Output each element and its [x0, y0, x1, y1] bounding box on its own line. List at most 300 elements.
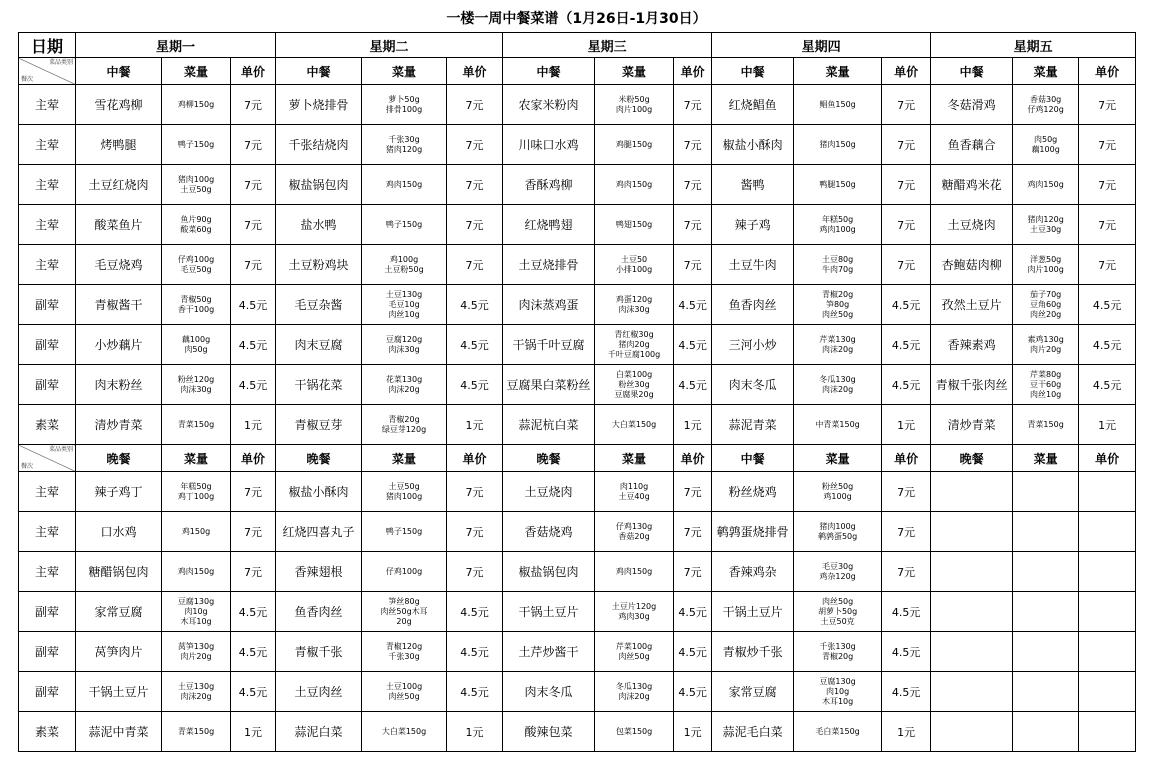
ingredient-cell — [595, 405, 674, 445]
ingredient-line: 土豆50 — [620, 254, 648, 264]
price-cell: 4.5元 — [231, 285, 276, 325]
dish-name: 杏鲍菇肉柳 — [931, 245, 1013, 285]
price-cell — [1079, 672, 1136, 712]
meal-label: 中餐 — [503, 58, 595, 85]
ingredient-line: 土豆粉50g — [384, 264, 424, 274]
ingredient-line: 小排100g — [615, 264, 653, 274]
price-cell: 4.5元 — [674, 285, 712, 325]
dish-name: 农家米粉肉 — [503, 85, 595, 125]
ingredient-cell — [162, 712, 231, 752]
category-cell: 副荤 — [19, 632, 76, 672]
category-cell: 主荤 — [19, 552, 76, 592]
ingredient-cell — [162, 245, 231, 285]
ingredient-line: 香菇20g — [618, 531, 650, 541]
price-cell: 7元 — [674, 85, 712, 125]
ingredient-line: 鸡柳150g — [177, 99, 215, 109]
price-cell: 1元 — [882, 712, 931, 752]
ingredient-cell — [794, 125, 882, 165]
ingredient-line: 青椒120g — [385, 641, 423, 651]
ingredient-cell — [162, 165, 231, 205]
ingredient-line: 鸡丁100g — [177, 491, 215, 501]
ingredient-line: 青椒50g — [180, 294, 212, 304]
dish-name: 辣子鸡 — [712, 205, 794, 245]
dish-name: 酱鸭 — [712, 165, 794, 205]
ingredient-line: 素鸡130g — [1027, 334, 1064, 344]
price-cell: 7元 — [674, 512, 712, 552]
ingredient-line: 青椒20g — [821, 289, 854, 299]
ingredient-line: 肉丝10g — [388, 309, 420, 319]
ingredient-cell — [1013, 325, 1079, 365]
ingredient-cell — [362, 712, 447, 752]
ingredient-cell — [162, 125, 231, 165]
ingredient-line: 鲳鱼150g — [819, 99, 856, 109]
ingredient-line: 香干100g — [177, 304, 215, 314]
price-cell: 4.5元 — [882, 592, 931, 632]
dish-name: 肉末冬瓜 — [712, 365, 794, 405]
price-cell: 7元 — [674, 245, 712, 285]
price-cell: 7元 — [882, 512, 931, 552]
dish-name: 土豆红烧肉 — [76, 165, 162, 205]
ingredient-line: 藕100g — [181, 334, 211, 344]
price-col-header: 单价 — [231, 58, 276, 85]
ingredient-cell — [595, 85, 674, 125]
dish-name: 鱼香藕合 — [931, 125, 1013, 165]
dish-name: 萝卜烧排骨 — [276, 85, 362, 125]
day-header: 星期二 — [276, 33, 503, 58]
ingredient-line: 肉丝20g — [1029, 309, 1062, 319]
price-cell: 7元 — [231, 512, 276, 552]
price-cell — [1079, 552, 1136, 592]
corner-category-label: 菜品类别 — [48, 446, 73, 453]
meal-label: 中餐 — [931, 58, 1013, 85]
ingredient-line: 年糕50g — [821, 214, 854, 224]
category-cell: 主荤 — [19, 512, 76, 552]
dish-name: 孜然土豆片 — [931, 285, 1013, 325]
date-header: 日期 — [19, 33, 76, 58]
price-cell: 4.5元 — [674, 632, 712, 672]
ingredient-cell — [1013, 365, 1079, 405]
table-row — [19, 165, 1136, 205]
price-cell: 7元 — [447, 125, 503, 165]
ingredient-cell — [595, 552, 674, 592]
dish-name: 青椒酱干 — [76, 285, 162, 325]
dish-name: 土豆烧肉 — [503, 472, 595, 512]
ingredient-cell — [362, 405, 447, 445]
ingredient-line: 肉50g — [184, 344, 208, 354]
dish-name: 青椒千张 — [276, 632, 362, 672]
dish-name: 香酥鸡柳 — [503, 165, 595, 205]
ingredient-cell — [362, 632, 447, 672]
ingredient-line: 毛豆50g — [180, 264, 212, 274]
ingredient-cell — [1013, 512, 1079, 552]
ingredient-line: 肉片100g — [1027, 264, 1064, 274]
dish-name: 鹌鹑蛋烧排骨 — [712, 512, 794, 552]
day-header: 星期五 — [931, 33, 1136, 58]
ingredient-line: 粉丝30g — [618, 379, 650, 389]
meal-label: 晚餐 — [931, 445, 1013, 472]
dish-name: 青椒炒千张 — [712, 632, 794, 672]
ingredient-line: 肉110g — [619, 481, 649, 491]
category-cell: 主荤 — [19, 125, 76, 165]
ingredient-line: 土豆50克 — [820, 616, 855, 626]
ingredient-cell — [794, 632, 882, 672]
ingredient-line: 豆腐130g — [177, 596, 215, 606]
ingredient-cell — [595, 245, 674, 285]
dish-name: 红烧鲳鱼 — [712, 85, 794, 125]
ingredient-line: 藕100g — [1031, 144, 1060, 154]
ingredient-line: 冬瓜130g — [819, 374, 856, 384]
table-row — [19, 672, 1136, 712]
ingredient-line: 猪肉100g — [385, 491, 423, 501]
price-cell: 7元 — [231, 165, 276, 205]
price-cell: 7元 — [882, 472, 931, 512]
ingredient-cell — [595, 592, 674, 632]
ingredient-line: 粉丝120g — [177, 374, 215, 384]
ingredient-line: 青椒20g — [821, 651, 854, 661]
ingredient-cell — [595, 512, 674, 552]
dish-col-header: 菜量 — [794, 58, 882, 85]
dish-name: 青椒千张肉丝 — [931, 365, 1013, 405]
table-row — [19, 245, 1136, 285]
ingredient-cell — [162, 365, 231, 405]
ingredient-line: 肉丝10g — [1029, 389, 1062, 399]
price-cell: 7元 — [447, 165, 503, 205]
price-cell: 4.5元 — [1079, 365, 1136, 405]
ingredient-cell — [794, 365, 882, 405]
ingredient-cell — [162, 85, 231, 125]
ingredient-cell — [162, 672, 231, 712]
price-cell: 1元 — [674, 712, 712, 752]
price-cell: 7元 — [447, 85, 503, 125]
price-cell: 1元 — [231, 712, 276, 752]
ingredient-cell — [1013, 125, 1079, 165]
dish-name: 红烧鸭翅 — [503, 205, 595, 245]
ingredient-line: 鸡肉150g — [615, 179, 653, 189]
dish-name — [931, 552, 1013, 592]
ingredient-line: 千张130g — [819, 641, 856, 651]
ingredient-line: 米粉50g — [618, 94, 650, 104]
ingredient-cell — [362, 365, 447, 405]
ingredient-line: 青菜150g — [1027, 419, 1064, 429]
corner-category-label: 菜品类别 — [48, 59, 73, 66]
ingredient-cell — [794, 205, 882, 245]
dish-name: 蒜泥中青菜 — [76, 712, 162, 752]
ingredient-cell — [595, 712, 674, 752]
ingredient-cell — [794, 325, 882, 365]
ingredient-line: 肉丝50g木耳 — [380, 606, 428, 616]
ingredient-line: 仔鸡100g — [177, 254, 215, 264]
ingredient-cell — [794, 472, 882, 512]
price-cell: 7元 — [882, 205, 931, 245]
dish-name: 清炒青菜 — [76, 405, 162, 445]
ingredient-line: 土豆50g — [180, 184, 212, 194]
ingredient-cell — [162, 592, 231, 632]
corner-meal-label: 餐次 — [21, 463, 34, 470]
price-cell: 1元 — [447, 712, 503, 752]
corner-cell — [19, 445, 76, 472]
dish-col-header: 菜量 — [595, 58, 674, 85]
price-cell: 7元 — [882, 85, 931, 125]
ingredient-line: 千张30g — [388, 134, 420, 144]
dish-name: 蒜泥杭白菜 — [503, 405, 595, 445]
dish-name — [931, 712, 1013, 752]
ingredient-line: 鸡蛋120g — [615, 294, 653, 304]
ingredient-cell — [595, 632, 674, 672]
ingredient-line: 猪肉120g — [385, 144, 423, 154]
price-cell: 1元 — [882, 405, 931, 445]
category-cell: 素菜 — [19, 405, 76, 445]
ingredient-line: 千张30g — [388, 651, 420, 661]
dish-name: 小炒藕片 — [76, 325, 162, 365]
ingredient-line: 鸡150g — [181, 526, 211, 536]
ingredient-cell — [1013, 285, 1079, 325]
dish-name: 三河小炒 — [712, 325, 794, 365]
ingredient-line: 肉片100g — [615, 104, 653, 114]
ingredient-cell — [362, 205, 447, 245]
ingredient-cell — [162, 205, 231, 245]
dish-col-header: 菜量 — [362, 58, 447, 85]
day-header: 星期四 — [712, 33, 931, 58]
ingredient-line: 土豆130g — [385, 289, 423, 299]
ingredient-line: 鸡100g — [389, 254, 419, 264]
ingredient-cell — [1013, 552, 1079, 592]
ingredient-cell — [595, 325, 674, 365]
ingredient-line: 豆腐果20g — [614, 389, 654, 399]
dish-name: 粉丝烧鸡 — [712, 472, 794, 512]
price-col-header: 单价 — [447, 445, 503, 472]
ingredient-line: 猪肉20g — [618, 339, 650, 349]
price-cell: 7元 — [882, 125, 931, 165]
ingredient-cell — [1013, 85, 1079, 125]
ingredient-line: 肉10g — [825, 686, 850, 696]
ingredient-line: 白菜100g — [615, 369, 653, 379]
dish-name — [931, 592, 1013, 632]
price-cell: 7元 — [447, 472, 503, 512]
dish-name: 鱼香肉丝 — [276, 592, 362, 632]
ingredient-line: 肉丝50g — [821, 309, 854, 319]
table-row — [19, 552, 1136, 592]
dish-name: 毛豆杂酱 — [276, 285, 362, 325]
ingredient-line: 牛肉70g — [821, 264, 854, 274]
ingredient-cell — [595, 472, 674, 512]
price-cell: 1元 — [1079, 405, 1136, 445]
ingredient-line: 肉片20g — [1029, 344, 1062, 354]
price-cell: 4.5元 — [882, 672, 931, 712]
page-title: 一楼一周中餐菜谱（1月26日-1月30日） — [446, 11, 707, 27]
ingredient-line: 肉片20g — [180, 651, 212, 661]
ingredient-cell — [162, 325, 231, 365]
dish-name: 土豆牛肉 — [712, 245, 794, 285]
dish-name: 肉末冬瓜 — [503, 672, 595, 712]
price-cell: 7元 — [231, 552, 276, 592]
price-cell: 4.5元 — [674, 592, 712, 632]
ingredient-line: 仔鸡120g — [1027, 104, 1064, 114]
dish-name: 土豆烧肉 — [931, 205, 1013, 245]
category-cell: 主荤 — [19, 165, 76, 205]
day-header: 星期三 — [503, 33, 712, 58]
day-header-row — [19, 33, 1136, 58]
ingredient-cell — [162, 285, 231, 325]
price-cell — [1079, 472, 1136, 512]
dish-name: 干锅土豆片 — [76, 672, 162, 712]
ingredient-cell — [595, 125, 674, 165]
price-cell: 4.5元 — [1079, 285, 1136, 325]
ingredient-cell — [794, 285, 882, 325]
ingredient-line: 肉10g — [184, 606, 208, 616]
dish-name: 土豆烧排骨 — [503, 245, 595, 285]
price-cell: 4.5元 — [447, 592, 503, 632]
ingredient-cell — [794, 672, 882, 712]
dish-name: 糖醋鸡米花 — [931, 165, 1013, 205]
dish-name — [931, 512, 1013, 552]
category-cell: 副荤 — [19, 672, 76, 712]
price-cell: 7元 — [231, 245, 276, 285]
ingredient-line: 肉沫20g — [821, 384, 854, 394]
ingredient-cell — [362, 592, 447, 632]
ingredient-cell — [794, 512, 882, 552]
ingredient-cell — [362, 472, 447, 512]
dish-name: 烤鸭腿 — [76, 125, 162, 165]
ingredient-line: 茄子70g — [1029, 289, 1062, 299]
ingredient-line: 土豆80g — [821, 254, 854, 264]
dish-name: 香菇烧鸡 — [503, 512, 595, 552]
ingredient-cell — [595, 165, 674, 205]
ingredient-cell — [362, 552, 447, 592]
dish-name: 酸辣包菜 — [503, 712, 595, 752]
ingredient-line: 青菜150g — [177, 726, 215, 736]
menu-body — [19, 33, 1136, 752]
ingredient-cell — [794, 405, 882, 445]
ingredient-line: 排骨100g — [385, 104, 423, 114]
price-cell: 7元 — [674, 205, 712, 245]
dish-col-header: 菜量 — [1013, 58, 1079, 85]
meal-label: 中餐 — [712, 58, 794, 85]
dish-name: 香辣翅根 — [276, 552, 362, 592]
dish-name: 香辣鸡杂 — [712, 552, 794, 592]
ingredient-cell — [1013, 405, 1079, 445]
dish-name: 冬菇滑鸡 — [931, 85, 1013, 125]
ingredient-line: 毛豆30g — [821, 561, 854, 571]
ingredient-line: 肉沫30g — [180, 384, 212, 394]
dish-name: 千张结烧肉 — [276, 125, 362, 165]
ingredient-cell — [1013, 632, 1079, 672]
price-col-header: 单价 — [674, 445, 712, 472]
ingredient-line: 毛白菜150g — [815, 726, 860, 736]
ingredient-line: 鸭翅150g — [615, 219, 653, 229]
ingredient-cell — [595, 205, 674, 245]
price-cell: 7元 — [447, 205, 503, 245]
price-cell: 1元 — [674, 405, 712, 445]
dish-name: 土芹炒酱干 — [503, 632, 595, 672]
price-cell: 4.5元 — [231, 365, 276, 405]
ingredient-line: 肉沫20g — [180, 691, 212, 701]
price-cell: 4.5元 — [882, 325, 931, 365]
dish-name: 口水鸡 — [76, 512, 162, 552]
dish-name: 豆腐果白菜粉丝 — [503, 365, 595, 405]
dish-col-header: 菜量 — [794, 445, 882, 472]
ingredient-line: 鸡肉150g — [1027, 179, 1064, 189]
ingredient-line: 鱼片90g — [180, 214, 212, 224]
category-cell: 副荤 — [19, 592, 76, 632]
table-row — [19, 325, 1136, 365]
ingredient-line: 鸡腿150g — [615, 139, 653, 149]
dish-col-header: 菜量 — [162, 58, 231, 85]
ingredient-cell — [794, 165, 882, 205]
ingredient-cell — [362, 125, 447, 165]
price-cell: 7元 — [231, 85, 276, 125]
ingredient-cell — [162, 552, 231, 592]
dish-name: 蒜泥青菜 — [712, 405, 794, 445]
dish-name: 毛豆烧鸡 — [76, 245, 162, 285]
ingredient-line: 洋葱50g — [1029, 254, 1062, 264]
ingredient-line: 土豆100g — [385, 681, 423, 691]
price-cell: 4.5元 — [447, 365, 503, 405]
price-cell: 1元 — [447, 405, 503, 445]
dinner-subheader-row — [19, 445, 1136, 472]
lunch-subheader-row — [19, 58, 1136, 85]
meal-label: 晚餐 — [76, 445, 162, 472]
ingredient-cell — [1013, 592, 1079, 632]
dish-name: 鱼香肉丝 — [712, 285, 794, 325]
ingredient-line: 鸡肉100g — [819, 224, 856, 234]
dish-col-header: 菜量 — [362, 445, 447, 472]
price-cell: 4.5元 — [231, 632, 276, 672]
ingredient-cell — [362, 165, 447, 205]
ingredient-cell — [794, 85, 882, 125]
price-cell: 7元 — [882, 552, 931, 592]
ingredient-cell — [162, 472, 231, 512]
ingredient-line: 鸭腿150g — [819, 179, 856, 189]
ingredient-line: 鸭子150g — [385, 219, 423, 229]
price-cell: 7元 — [882, 245, 931, 285]
category-cell: 主荤 — [19, 205, 76, 245]
table-row — [19, 712, 1136, 752]
ingredient-line: 鸭子150g — [177, 139, 215, 149]
ingredient-line: 猪肉150g — [819, 139, 856, 149]
dish-name: 红烧四喜丸子 — [276, 512, 362, 552]
ingredient-line: 绿豆芽120g — [381, 424, 427, 434]
ingredient-cell — [794, 245, 882, 285]
ingredient-line: 毛豆10g — [388, 299, 420, 309]
ingredient-line: 土豆30g — [1029, 224, 1062, 234]
ingredient-cell — [1013, 245, 1079, 285]
ingredient-line: 鸡肉150g — [615, 566, 653, 576]
dish-name — [931, 672, 1013, 712]
ingredient-line: 肉沫20g — [618, 691, 650, 701]
ingredient-line: 土豆40g — [618, 491, 650, 501]
ingredient-cell — [362, 285, 447, 325]
ingredient-line: 仔鸡130g — [615, 521, 653, 531]
price-cell — [1079, 632, 1136, 672]
ingredient-line: 鸡肉150g — [385, 179, 423, 189]
ingredient-line: 青菜150g — [177, 419, 215, 429]
dish-col-header: 菜量 — [595, 445, 674, 472]
dish-name: 蒜泥毛白菜 — [712, 712, 794, 752]
dish-name: 辣子鸡丁 — [76, 472, 162, 512]
corner-cell — [19, 58, 76, 85]
meal-label: 晚餐 — [276, 445, 362, 472]
ingredient-line: 土豆130g — [177, 681, 215, 691]
ingredient-line: 肉沫20g — [821, 344, 854, 354]
price-cell: 4.5元 — [674, 325, 712, 365]
dish-name: 青椒豆芽 — [276, 405, 362, 445]
ingredient-cell — [1013, 205, 1079, 245]
price-cell: 7元 — [882, 165, 931, 205]
dish-name: 莴笋肉片 — [76, 632, 162, 672]
table-row — [19, 512, 1136, 552]
price-cell: 4.5元 — [447, 325, 503, 365]
ingredient-line: 粉丝50g — [821, 481, 854, 491]
